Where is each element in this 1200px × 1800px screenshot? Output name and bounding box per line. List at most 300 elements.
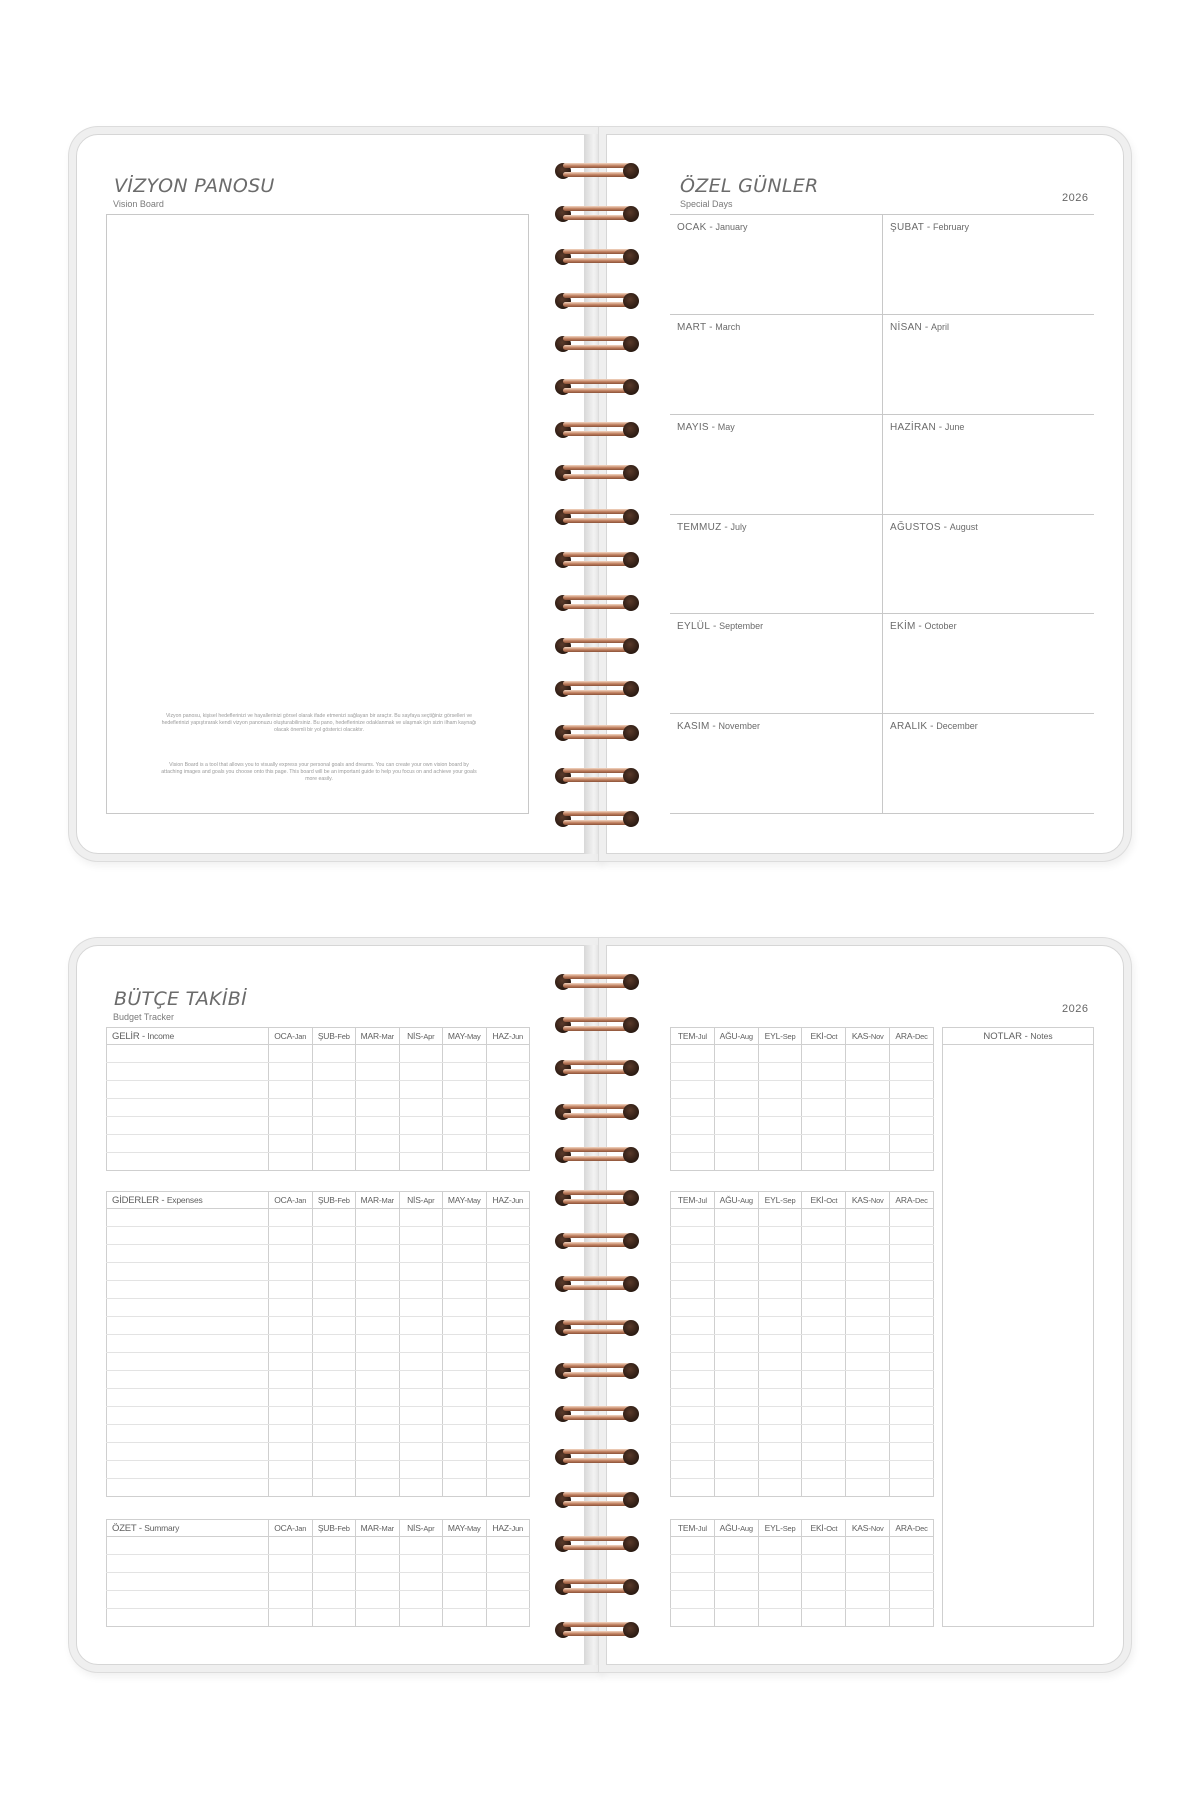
table-cell[interactable]	[846, 1573, 890, 1591]
table-cell[interactable]	[399, 1263, 443, 1281]
table-cell[interactable]	[443, 1461, 487, 1479]
table-cell[interactable]	[443, 1443, 487, 1461]
table-cell[interactable]	[802, 1371, 846, 1389]
table-cell[interactable]	[486, 1245, 530, 1263]
table-cell[interactable]	[671, 1299, 715, 1317]
table-cell[interactable]	[671, 1245, 715, 1263]
table-cell[interactable]	[486, 1099, 530, 1117]
table-cell[interactable]	[671, 1135, 715, 1153]
table-cell[interactable]	[399, 1609, 443, 1627]
table-cell[interactable]	[671, 1591, 715, 1609]
table-cell[interactable]	[758, 1281, 802, 1299]
table-cell[interactable]	[312, 1425, 356, 1443]
table-cell[interactable]	[846, 1389, 890, 1407]
table-cell[interactable]	[312, 1245, 356, 1263]
table-cell[interactable]	[399, 1045, 443, 1063]
table-cell[interactable]	[443, 1591, 487, 1609]
table-cell[interactable]	[758, 1461, 802, 1479]
table-cell[interactable]	[269, 1245, 313, 1263]
table-cell[interactable]	[671, 1573, 715, 1591]
table-cell[interactable]	[356, 1099, 400, 1117]
table-cell[interactable]	[890, 1353, 934, 1371]
table-cell[interactable]	[486, 1117, 530, 1135]
table-cell[interactable]	[107, 1407, 269, 1425]
table-cell[interactable]	[758, 1209, 802, 1227]
table-cell[interactable]	[399, 1209, 443, 1227]
table-cell[interactable]	[269, 1389, 313, 1407]
table-cell[interactable]	[714, 1407, 758, 1425]
table-cell[interactable]	[356, 1317, 400, 1335]
table-cell[interactable]	[443, 1609, 487, 1627]
table-cell[interactable]	[107, 1081, 269, 1099]
table-cell[interactable]	[312, 1389, 356, 1407]
table-cell[interactable]	[269, 1461, 313, 1479]
table-cell[interactable]	[312, 1063, 356, 1081]
table-cell[interactable]	[890, 1045, 934, 1063]
table-cell[interactable]	[890, 1153, 934, 1171]
table-cell[interactable]	[846, 1209, 890, 1227]
table-cell[interactable]	[714, 1371, 758, 1389]
table-cell[interactable]	[356, 1353, 400, 1371]
table-cell[interactable]	[714, 1591, 758, 1609]
table-cell[interactable]	[443, 1573, 487, 1591]
table-cell[interactable]	[890, 1099, 934, 1117]
table-cell[interactable]	[758, 1389, 802, 1407]
table-cell[interactable]	[714, 1153, 758, 1171]
table-cell[interactable]	[399, 1317, 443, 1335]
table-cell[interactable]	[846, 1335, 890, 1353]
table-cell[interactable]	[714, 1281, 758, 1299]
table-cell[interactable]	[890, 1227, 934, 1245]
table-cell[interactable]	[269, 1335, 313, 1353]
table-cell[interactable]	[486, 1407, 530, 1425]
table-cell[interactable]	[269, 1227, 313, 1245]
table-cell[interactable]	[269, 1609, 313, 1627]
table-cell[interactable]	[890, 1281, 934, 1299]
table-cell[interactable]	[802, 1335, 846, 1353]
table-cell[interactable]	[802, 1227, 846, 1245]
table-cell[interactable]	[312, 1209, 356, 1227]
table-cell[interactable]	[399, 1353, 443, 1371]
table-cell[interactable]	[802, 1443, 846, 1461]
table-cell[interactable]	[269, 1573, 313, 1591]
table-cell[interactable]	[486, 1335, 530, 1353]
table-cell[interactable]	[356, 1573, 400, 1591]
month-cell[interactable]: TEMMUZ - July	[670, 514, 882, 614]
table-cell[interactable]	[399, 1099, 443, 1117]
table-cell[interactable]	[399, 1425, 443, 1443]
table-cell[interactable]	[399, 1573, 443, 1591]
table-cell[interactable]	[671, 1389, 715, 1407]
table-cell[interactable]	[399, 1227, 443, 1245]
table-cell[interactable]	[269, 1045, 313, 1063]
table-cell[interactable]	[443, 1555, 487, 1573]
table-cell[interactable]	[107, 1353, 269, 1371]
month-cell[interactable]: NİSAN - April	[882, 314, 1094, 414]
table-cell[interactable]	[802, 1063, 846, 1081]
table-cell[interactable]	[758, 1153, 802, 1171]
table-cell[interactable]	[443, 1335, 487, 1353]
table-cell[interactable]	[714, 1335, 758, 1353]
table-cell[interactable]	[802, 1317, 846, 1335]
table-cell[interactable]	[486, 1425, 530, 1443]
table-cell[interactable]	[107, 1591, 269, 1609]
table-cell[interactable]	[399, 1389, 443, 1407]
table-cell[interactable]	[671, 1407, 715, 1425]
table-cell[interactable]	[107, 1537, 269, 1555]
table-cell[interactable]	[846, 1353, 890, 1371]
table-cell[interactable]	[846, 1555, 890, 1573]
table-cell[interactable]	[802, 1537, 846, 1555]
table-cell[interactable]	[802, 1591, 846, 1609]
table-cell[interactable]	[758, 1609, 802, 1627]
table-cell[interactable]	[714, 1081, 758, 1099]
table-cell[interactable]	[714, 1135, 758, 1153]
table-cell[interactable]	[269, 1353, 313, 1371]
table-cell[interactable]	[714, 1245, 758, 1263]
table-cell[interactable]	[399, 1591, 443, 1609]
table-cell[interactable]	[356, 1045, 400, 1063]
table-cell[interactable]	[269, 1537, 313, 1555]
table-cell[interactable]	[714, 1389, 758, 1407]
table-cell[interactable]	[269, 1407, 313, 1425]
table-cell[interactable]	[269, 1263, 313, 1281]
table-cell[interactable]	[714, 1425, 758, 1443]
table-cell[interactable]	[714, 1353, 758, 1371]
table-cell[interactable]	[356, 1135, 400, 1153]
table-cell[interactable]	[671, 1227, 715, 1245]
table-cell[interactable]	[890, 1573, 934, 1591]
table-cell[interactable]	[107, 1479, 269, 1497]
table-cell[interactable]	[107, 1227, 269, 1245]
table-cell[interactable]	[846, 1609, 890, 1627]
table-cell[interactable]	[486, 1227, 530, 1245]
table-cell[interactable]	[312, 1443, 356, 1461]
table-cell[interactable]	[671, 1263, 715, 1281]
table-cell[interactable]	[758, 1371, 802, 1389]
table-cell[interactable]	[312, 1045, 356, 1063]
table-cell[interactable]	[758, 1299, 802, 1317]
table-cell[interactable]	[312, 1479, 356, 1497]
table-cell[interactable]	[486, 1443, 530, 1461]
table-cell[interactable]	[269, 1281, 313, 1299]
table-cell[interactable]	[714, 1537, 758, 1555]
table-cell[interactable]	[443, 1299, 487, 1317]
month-cell[interactable]: HAZİRAN - June	[882, 414, 1094, 514]
table-cell[interactable]	[802, 1153, 846, 1171]
table-cell[interactable]	[356, 1245, 400, 1263]
table-cell[interactable]	[846, 1281, 890, 1299]
table-cell[interactable]	[890, 1555, 934, 1573]
table-cell[interactable]	[671, 1317, 715, 1335]
table-cell[interactable]	[714, 1063, 758, 1081]
table-cell[interactable]	[802, 1209, 846, 1227]
table-cell[interactable]	[107, 1443, 269, 1461]
table-cell[interactable]	[443, 1537, 487, 1555]
table-cell[interactable]	[714, 1461, 758, 1479]
table-cell[interactable]	[890, 1081, 934, 1099]
table-cell[interactable]	[802, 1081, 846, 1099]
table-cell[interactable]	[443, 1081, 487, 1099]
table-cell[interactable]	[802, 1117, 846, 1135]
table-cell[interactable]	[671, 1479, 715, 1497]
table-cell[interactable]	[486, 1209, 530, 1227]
table-cell[interactable]	[671, 1281, 715, 1299]
table-cell[interactable]	[846, 1407, 890, 1425]
table-cell[interactable]	[443, 1425, 487, 1443]
table-cell[interactable]	[312, 1407, 356, 1425]
table-cell[interactable]	[486, 1555, 530, 1573]
table-cell[interactable]	[846, 1591, 890, 1609]
table-cell[interactable]	[443, 1479, 487, 1497]
table-cell[interactable]	[443, 1353, 487, 1371]
table-cell[interactable]	[802, 1263, 846, 1281]
table-cell[interactable]	[802, 1099, 846, 1117]
table-cell[interactable]	[714, 1555, 758, 1573]
table-cell[interactable]	[802, 1353, 846, 1371]
table-cell[interactable]	[399, 1537, 443, 1555]
table-cell[interactable]	[269, 1117, 313, 1135]
table-cell[interactable]	[671, 1443, 715, 1461]
table-cell[interactable]	[486, 1135, 530, 1153]
table-cell[interactable]	[890, 1245, 934, 1263]
table-cell[interactable]	[846, 1081, 890, 1099]
table-cell[interactable]	[399, 1407, 443, 1425]
table-cell[interactable]	[758, 1117, 802, 1135]
table-cell[interactable]	[486, 1479, 530, 1497]
table-cell[interactable]	[758, 1317, 802, 1335]
table-cell[interactable]	[671, 1099, 715, 1117]
table-cell[interactable]	[107, 1063, 269, 1081]
table-cell[interactable]	[802, 1461, 846, 1479]
month-cell[interactable]: KASIM - November	[670, 713, 882, 813]
table-cell[interactable]	[890, 1135, 934, 1153]
table-cell[interactable]	[312, 1099, 356, 1117]
table-cell[interactable]	[846, 1063, 890, 1081]
table-cell[interactable]	[890, 1117, 934, 1135]
table-cell[interactable]	[269, 1209, 313, 1227]
table-cell[interactable]	[312, 1317, 356, 1335]
table-cell[interactable]	[269, 1425, 313, 1443]
table-cell[interactable]	[107, 1153, 269, 1171]
table-cell[interactable]	[846, 1045, 890, 1063]
table-cell[interactable]	[758, 1245, 802, 1263]
table-cell[interactable]	[312, 1573, 356, 1591]
table-cell[interactable]	[486, 1461, 530, 1479]
table-cell[interactable]	[486, 1389, 530, 1407]
table-cell[interactable]	[846, 1443, 890, 1461]
table-cell[interactable]	[356, 1081, 400, 1099]
table-cell[interactable]	[802, 1281, 846, 1299]
table-cell[interactable]	[312, 1335, 356, 1353]
table-cell[interactable]	[671, 1425, 715, 1443]
table-cell[interactable]	[269, 1371, 313, 1389]
table-cell[interactable]	[890, 1371, 934, 1389]
table-cell[interactable]	[846, 1299, 890, 1317]
table-cell[interactable]	[107, 1389, 269, 1407]
table-cell[interactable]	[356, 1443, 400, 1461]
table-cell[interactable]	[890, 1461, 934, 1479]
table-cell[interactable]	[107, 1263, 269, 1281]
table-cell[interactable]	[107, 1461, 269, 1479]
table-cell[interactable]	[802, 1425, 846, 1443]
table-cell[interactable]	[443, 1117, 487, 1135]
table-cell[interactable]	[802, 1573, 846, 1591]
table-cell[interactable]	[714, 1227, 758, 1245]
table-cell[interactable]	[802, 1135, 846, 1153]
table-cell[interactable]	[714, 1263, 758, 1281]
table-cell[interactable]	[269, 1135, 313, 1153]
table-cell[interactable]	[107, 1117, 269, 1135]
table-cell[interactable]	[312, 1153, 356, 1171]
table-cell[interactable]	[356, 1425, 400, 1443]
table-cell[interactable]	[443, 1063, 487, 1081]
table-cell[interactable]	[890, 1425, 934, 1443]
table-cell[interactable]	[107, 1281, 269, 1299]
table-cell[interactable]	[399, 1443, 443, 1461]
table-cell[interactable]	[671, 1461, 715, 1479]
table-cell[interactable]	[312, 1117, 356, 1135]
table-cell[interactable]	[758, 1135, 802, 1153]
table-cell[interactable]	[714, 1299, 758, 1317]
table-cell[interactable]	[312, 1537, 356, 1555]
table-cell[interactable]	[846, 1479, 890, 1497]
table-cell[interactable]	[107, 1299, 269, 1317]
table-cell[interactable]	[107, 1609, 269, 1627]
table-cell[interactable]	[312, 1555, 356, 1573]
table-cell[interactable]	[107, 1209, 269, 1227]
table-cell[interactable]	[758, 1263, 802, 1281]
table-cell[interactable]	[486, 1537, 530, 1555]
month-cell[interactable]: ŞUBAT - February	[882, 214, 1094, 314]
table-cell[interactable]	[671, 1353, 715, 1371]
table-cell[interactable]	[486, 1063, 530, 1081]
table-cell[interactable]	[486, 1281, 530, 1299]
table-cell[interactable]	[486, 1317, 530, 1335]
table-cell[interactable]	[714, 1443, 758, 1461]
table-cell[interactable]	[714, 1479, 758, 1497]
table-cell[interactable]	[399, 1135, 443, 1153]
table-cell[interactable]	[714, 1117, 758, 1135]
table-cell[interactable]	[671, 1209, 715, 1227]
table-cell[interactable]	[399, 1153, 443, 1171]
table-cell[interactable]	[802, 1407, 846, 1425]
table-cell[interactable]	[671, 1335, 715, 1353]
table-cell[interactable]	[356, 1479, 400, 1497]
table-cell[interactable]	[443, 1407, 487, 1425]
table-cell[interactable]	[399, 1479, 443, 1497]
table-cell[interactable]	[846, 1371, 890, 1389]
table-cell[interactable]	[107, 1555, 269, 1573]
table-cell[interactable]	[846, 1263, 890, 1281]
table-cell[interactable]	[399, 1245, 443, 1263]
table-cell[interactable]	[890, 1063, 934, 1081]
table-cell[interactable]	[714, 1609, 758, 1627]
table-cell[interactable]	[486, 1299, 530, 1317]
table-cell[interactable]	[356, 1299, 400, 1317]
table-cell[interactable]	[846, 1317, 890, 1335]
table-cell[interactable]	[312, 1591, 356, 1609]
table-cell[interactable]	[443, 1153, 487, 1171]
table-cell[interactable]	[356, 1209, 400, 1227]
month-cell[interactable]: EYLÜL - September	[670, 613, 882, 713]
table-cell[interactable]	[269, 1099, 313, 1117]
table-cell[interactable]	[486, 1353, 530, 1371]
table-cell[interactable]	[758, 1555, 802, 1573]
table-cell[interactable]	[356, 1555, 400, 1573]
table-cell[interactable]	[846, 1135, 890, 1153]
table-cell[interactable]	[486, 1153, 530, 1171]
table-cell[interactable]	[802, 1299, 846, 1317]
table-cell[interactable]	[671, 1117, 715, 1135]
table-cell[interactable]	[356, 1063, 400, 1081]
table-cell[interactable]	[671, 1555, 715, 1573]
table-cell[interactable]	[846, 1461, 890, 1479]
notes-area[interactable]	[942, 1027, 1094, 1627]
table-cell[interactable]	[443, 1389, 487, 1407]
table-cell[interactable]	[312, 1461, 356, 1479]
table-cell[interactable]	[399, 1371, 443, 1389]
table-cell[interactable]	[846, 1099, 890, 1117]
table-cell[interactable]	[714, 1573, 758, 1591]
table-cell[interactable]	[399, 1081, 443, 1099]
table-cell[interactable]	[671, 1609, 715, 1627]
table-cell[interactable]	[356, 1281, 400, 1299]
table-cell[interactable]	[802, 1479, 846, 1497]
table-cell[interactable]	[269, 1591, 313, 1609]
month-cell[interactable]: OCAK - January	[670, 214, 882, 314]
table-cell[interactable]	[356, 1407, 400, 1425]
table-cell[interactable]	[758, 1425, 802, 1443]
table-cell[interactable]	[107, 1335, 269, 1353]
month-cell[interactable]: ARALIK - December	[882, 713, 1094, 813]
table-cell[interactable]	[758, 1353, 802, 1371]
month-cell[interactable]: MAYIS - May	[670, 414, 882, 514]
table-cell[interactable]	[107, 1099, 269, 1117]
table-cell[interactable]	[443, 1371, 487, 1389]
table-cell[interactable]	[758, 1045, 802, 1063]
table-cell[interactable]	[890, 1317, 934, 1335]
table-cell[interactable]	[486, 1045, 530, 1063]
table-cell[interactable]	[486, 1371, 530, 1389]
table-cell[interactable]	[356, 1227, 400, 1245]
table-cell[interactable]	[107, 1425, 269, 1443]
table-cell[interactable]	[890, 1407, 934, 1425]
table-cell[interactable]	[846, 1425, 890, 1443]
table-cell[interactable]	[269, 1555, 313, 1573]
table-cell[interactable]	[758, 1443, 802, 1461]
table-cell[interactable]	[356, 1371, 400, 1389]
table-cell[interactable]	[890, 1209, 934, 1227]
table-cell[interactable]	[399, 1063, 443, 1081]
table-cell[interactable]	[758, 1335, 802, 1353]
table-cell[interactable]	[802, 1389, 846, 1407]
table-cell[interactable]	[107, 1317, 269, 1335]
table-cell[interactable]	[356, 1537, 400, 1555]
table-cell[interactable]	[758, 1591, 802, 1609]
table-cell[interactable]	[399, 1555, 443, 1573]
table-cell[interactable]	[486, 1573, 530, 1591]
table-cell[interactable]	[443, 1227, 487, 1245]
table-cell[interactable]	[671, 1537, 715, 1555]
table-cell[interactable]	[758, 1537, 802, 1555]
table-cell[interactable]	[269, 1153, 313, 1171]
table-cell[interactable]	[269, 1317, 313, 1335]
table-cell[interactable]	[269, 1299, 313, 1317]
table-cell[interactable]	[312, 1081, 356, 1099]
table-cell[interactable]	[443, 1263, 487, 1281]
table-cell[interactable]	[714, 1045, 758, 1063]
